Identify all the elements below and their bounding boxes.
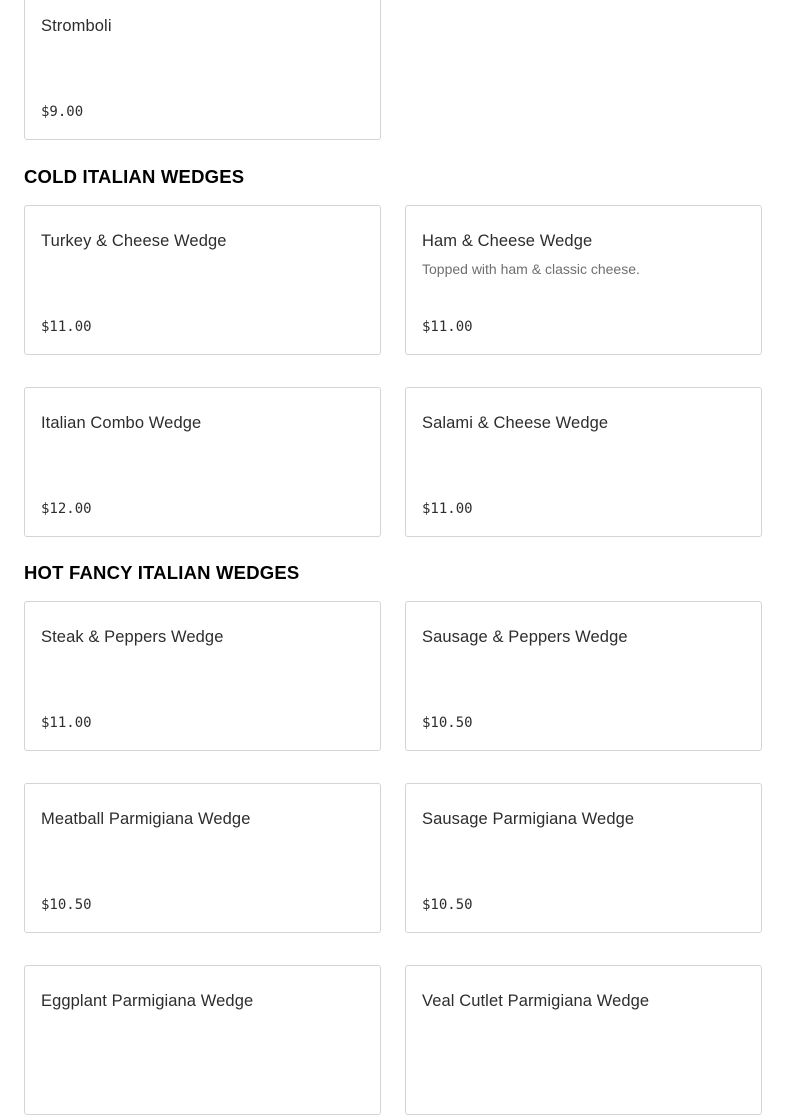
section-title-cold-italian-wedges: COLD ITALIAN WEDGES [24,166,245,187]
item-price: $9.00 [41,104,84,120]
item-price: $10.50 [422,715,473,731]
item-price: $11.00 [41,715,92,731]
item-name: Sausage & Peppers Wedge [422,628,628,646]
item-price: $11.00 [422,501,473,517]
item-name: Sausage Parmigiana Wedge [422,810,635,828]
item-price: $11.00 [422,319,473,335]
menu-item-card-salami-cheese-wedge[interactable] [405,387,762,537]
item-name: Italian Combo Wedge [41,414,202,432]
item-name: Meatball Parmigiana Wedge [41,810,251,828]
menu-item-card-meatball-parmigiana-wedge[interactable] [24,783,381,933]
menu-item-card-veal-cutlet-parmigiana-wedge[interactable] [405,965,762,1115]
menu-item-card-sausage-peppers-wedge[interactable] [405,601,762,751]
menu-item-card-ham-cheese-wedge[interactable] [405,205,762,355]
item-price: $11.00 [41,319,92,335]
menu-item-card-sausage-parmigiana-wedge[interactable] [405,783,762,933]
item-price: $12.00 [41,501,92,517]
item-name: Steak & Peppers Wedge [41,628,224,646]
item-price: $10.50 [41,897,92,913]
item-name: Turkey & Cheese Wedge [41,232,227,250]
item-name: Salami & Cheese Wedge [422,414,609,432]
menu-item-card-stromboli[interactable] [24,0,381,140]
item-name: Veal Cutlet Parmigiana Wedge [422,992,650,1010]
item-name: Ham & Cheese Wedge [422,232,593,250]
item-name: Stromboli [41,17,112,35]
menu-item-card-eggplant-parmigiana-wedge[interactable] [24,965,381,1115]
item-price: $10.50 [422,897,473,913]
item-name: Eggplant Parmigiana Wedge [41,992,254,1010]
item-description: Topped with ham & classic cheese. [422,261,640,277]
menu-item-card-italian-combo-wedge[interactable] [24,387,381,537]
menu-item-card-turkey-cheese-wedge[interactable] [24,205,381,355]
section-title-hot-fancy-italian-wedges: HOT FANCY ITALIAN WEDGES [24,562,300,583]
menu-item-card-steak-peppers-wedge[interactable] [24,601,381,751]
